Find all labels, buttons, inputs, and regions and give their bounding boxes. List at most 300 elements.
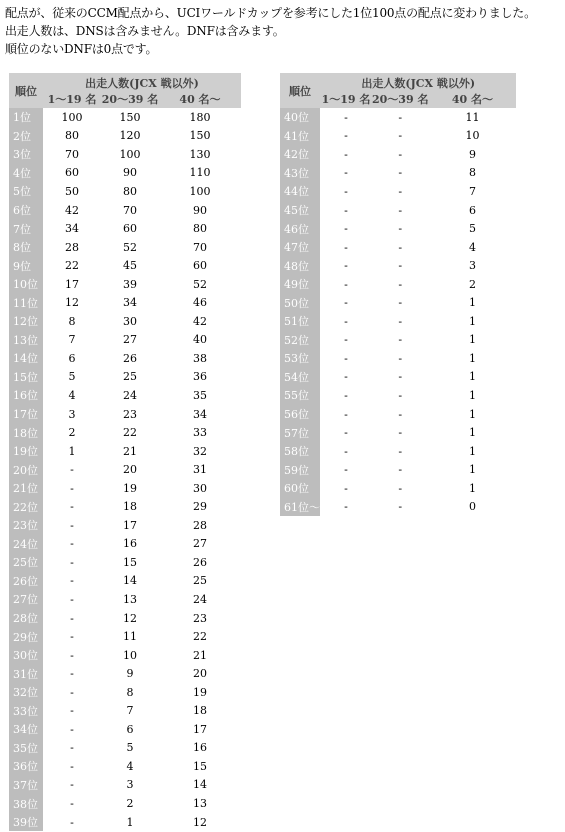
table-row <box>9 739 241 758</box>
points-cell: - <box>398 184 403 198</box>
points-cell: - <box>70 759 74 773</box>
points-cell: - <box>70 592 74 606</box>
rank-cell: 31位 <box>9 664 43 683</box>
points-cell: - <box>398 296 403 310</box>
points-cell: - <box>70 574 74 588</box>
col-header-40plus: 40 名～ <box>159 91 241 108</box>
points-cell: 8 <box>468 166 476 180</box>
table-row <box>280 182 516 201</box>
points-cell: - <box>344 184 348 198</box>
table-row <box>280 460 516 479</box>
table-row <box>280 145 516 164</box>
rank-cell: 18位 <box>9 423 43 442</box>
rank-cell: 2位 <box>9 127 43 146</box>
rank-cell: 20位 <box>9 460 43 479</box>
points-cell: 52 <box>193 277 207 291</box>
points-cell: 14 <box>193 778 207 792</box>
rank-cell: 32位 <box>9 683 43 702</box>
points-cell: - <box>398 147 403 161</box>
table-row <box>280 331 516 350</box>
points-cell: - <box>398 444 403 458</box>
rank-cell: 42位 <box>280 145 320 164</box>
points-cell: - <box>398 388 403 402</box>
points-cell: 19 <box>193 685 207 699</box>
points-cell: 30 <box>193 481 207 495</box>
points-cell: 32 <box>193 444 207 458</box>
points-cell: 17 <box>123 518 137 532</box>
points-cell: - <box>398 110 403 124</box>
points-cell: - <box>398 222 403 236</box>
points-cell: 4 <box>68 388 76 402</box>
rank-cell: 12位 <box>9 312 43 331</box>
points-cell: 33 <box>193 426 207 440</box>
points-cell: 180 <box>189 110 211 124</box>
intro-line-1: 配点が、従来のCCM配点から、UCIワールドカップを参考にした1位100点の配点に変わりました。 <box>5 6 536 20</box>
points-cell: 18 <box>193 704 207 718</box>
points-cell: - <box>398 259 403 273</box>
table-row <box>9 349 241 368</box>
points-cell: 29 <box>193 500 207 514</box>
points-cell: 27 <box>123 333 137 347</box>
table-body <box>280 108 516 516</box>
table-row <box>9 386 241 405</box>
table-row <box>9 238 241 257</box>
table-row <box>280 127 516 146</box>
points-cell: 40 <box>193 333 207 347</box>
points-cell: - <box>398 203 403 217</box>
points-cell: 60 <box>123 222 137 236</box>
points-cell: 19 <box>123 481 137 495</box>
points-cell: 130 <box>189 147 211 161</box>
points-cell: - <box>398 277 403 291</box>
rank-cell: 54位 <box>280 368 320 387</box>
rank-cell: 59位 <box>280 460 320 479</box>
rank-cell: 58位 <box>280 442 320 461</box>
table-row <box>280 312 516 331</box>
points-cell: 70 <box>65 147 79 161</box>
points-cell: 1 <box>468 481 476 495</box>
points-cell: - <box>398 500 403 514</box>
points-cell: - <box>398 426 403 440</box>
rank-cell: 22位 <box>9 497 43 516</box>
points-cell: - <box>398 166 403 180</box>
table-row <box>9 127 241 146</box>
points-cell: 15 <box>123 555 137 569</box>
points-cell: - <box>344 147 348 161</box>
points-cell: 4 <box>126 759 134 773</box>
points-cell: - <box>344 407 348 421</box>
table-row <box>9 405 241 424</box>
points-cell: 26 <box>193 555 207 569</box>
points-cell: 100 <box>189 184 211 198</box>
points-cell: - <box>344 500 348 514</box>
points-cell: 5 <box>468 222 476 236</box>
points-cell: 12 <box>65 296 79 310</box>
points-cell: - <box>70 722 74 736</box>
points-cell: 8 <box>126 685 134 699</box>
points-cell: - <box>344 388 348 402</box>
rank-cell: 45位 <box>280 201 320 220</box>
points-table-right <box>280 73 516 516</box>
points-cell: 17 <box>193 722 207 736</box>
points-cell: - <box>344 259 348 273</box>
points-cell: 16 <box>193 741 207 755</box>
table-row <box>9 145 241 164</box>
rank-cell: 25位 <box>9 553 43 572</box>
points-cell: - <box>398 314 403 328</box>
rank-cell: 30位 <box>9 646 43 665</box>
rank-cell: 9位 <box>9 256 43 275</box>
points-cell: - <box>344 314 348 328</box>
points-cell: 6 <box>126 722 134 736</box>
points-cell: 6 <box>468 203 476 217</box>
points-cell: 80 <box>65 129 79 143</box>
starters-header: 出走人数(JCX 戦以外) <box>43 73 241 91</box>
rank-cell: 10位 <box>9 275 43 294</box>
points-cell: - <box>70 741 74 755</box>
table-row <box>9 275 241 294</box>
points-cell: 26 <box>123 351 137 365</box>
points-cell: 23 <box>123 407 137 421</box>
points-cell: 20 <box>123 463 137 477</box>
table-row <box>9 590 241 609</box>
rank-header: 順位 <box>9 73 43 108</box>
table-row <box>9 256 241 275</box>
table-row <box>9 516 241 535</box>
points-cell: 28 <box>193 518 207 532</box>
points-cell: - <box>344 166 348 180</box>
rank-cell: 52位 <box>280 331 320 350</box>
points-cell: 1 <box>468 388 476 402</box>
points-cell: 30 <box>123 314 137 328</box>
points-cell: 22 <box>123 426 137 440</box>
points-cell: 13 <box>193 797 207 810</box>
points-cell: - <box>70 481 74 495</box>
rank-cell: 60位 <box>280 479 320 498</box>
col-header-1-19: 1～19 名 <box>43 91 101 108</box>
rank-cell: 50位 <box>280 293 320 312</box>
table-row <box>280 405 516 424</box>
rank-cell: 21位 <box>9 479 43 498</box>
table-row <box>9 535 241 554</box>
rank-cell: 29位 <box>9 627 43 646</box>
points-cell: - <box>344 444 348 458</box>
points-cell: 10 <box>465 129 480 143</box>
table-row <box>9 683 241 702</box>
table-row <box>9 720 241 739</box>
points-cell: 7 <box>468 184 476 198</box>
points-cell: 80 <box>123 184 137 198</box>
points-cell: 4 <box>468 240 476 254</box>
points-cell: - <box>70 797 74 810</box>
table-row <box>9 553 241 572</box>
table-row <box>280 219 516 238</box>
points-cell: - <box>398 463 403 477</box>
points-cell: 25 <box>193 574 207 588</box>
points-cell: 3 <box>126 778 134 792</box>
table-row <box>9 108 241 127</box>
points-cell: - <box>344 110 348 124</box>
points-cell: 20 <box>193 667 207 681</box>
points-cell: 2 <box>468 277 476 291</box>
table-row <box>280 256 516 275</box>
points-cell: 1 <box>468 296 476 310</box>
points-cell: 100 <box>119 147 141 161</box>
table-row <box>9 460 241 479</box>
points-cell: 39 <box>123 277 137 291</box>
rank-cell: 6位 <box>9 201 43 220</box>
table-row <box>9 479 241 498</box>
col-header-40plus: 40 名～ <box>428 91 516 108</box>
points-cell: 110 <box>189 166 211 180</box>
points-cell: - <box>344 351 348 365</box>
points-cell: 6 <box>68 351 76 365</box>
rank-cell: 48位 <box>280 256 320 275</box>
points-cell: - <box>344 129 348 143</box>
points-cell: 31 <box>193 463 207 477</box>
rank-cell: 38位 <box>9 794 43 813</box>
points-cell: - <box>70 463 74 477</box>
rank-cell: 15位 <box>9 368 43 387</box>
points-cell: 12 <box>123 611 137 625</box>
table-row <box>9 442 241 461</box>
table-row <box>280 293 516 312</box>
table-row <box>9 497 241 516</box>
intro-line-3: 順位のないDNFは0点です。 <box>5 42 158 56</box>
points-cell: 12 <box>193 815 207 829</box>
rank-cell: 1位 <box>9 108 43 127</box>
table-row <box>9 312 241 331</box>
points-cell: - <box>70 537 74 551</box>
rank-cell: 46位 <box>280 219 320 238</box>
points-cell: - <box>398 407 403 421</box>
rank-cell: 53位 <box>280 349 320 368</box>
points-cell: - <box>344 296 348 310</box>
rank-cell: 55位 <box>280 386 320 405</box>
table-row <box>280 368 516 387</box>
points-cell: - <box>70 815 74 829</box>
points-cell: 34 <box>65 222 79 236</box>
points-cell: 38 <box>193 351 207 365</box>
table-row <box>280 479 516 498</box>
points-cell: 1 <box>468 333 476 347</box>
table-row <box>9 664 241 683</box>
points-cell: - <box>70 704 74 718</box>
points-cell: 9 <box>126 667 134 681</box>
table-row <box>9 182 241 201</box>
table-row <box>280 349 516 368</box>
points-cell: 1 <box>68 444 76 458</box>
points-table-left <box>9 73 241 831</box>
rank-cell: 36位 <box>9 757 43 776</box>
points-cell: - <box>344 277 348 291</box>
table-row <box>9 813 241 832</box>
points-cell: - <box>344 222 348 236</box>
table-row <box>9 164 241 183</box>
points-cell: 15 <box>193 759 207 773</box>
points-cell: 60 <box>65 166 79 180</box>
points-cell: - <box>70 500 74 514</box>
table-row <box>280 164 516 183</box>
points-cell: - <box>344 426 348 440</box>
points-cell: 1 <box>468 407 476 421</box>
points-cell: 11 <box>123 630 137 644</box>
table-row <box>9 331 241 350</box>
points-cell: - <box>70 778 74 792</box>
points-cell: 36 <box>193 370 207 384</box>
points-cell: 22 <box>65 259 79 273</box>
points-cell: - <box>70 685 74 699</box>
rank-cell: 49位 <box>280 275 320 294</box>
table-row <box>9 646 241 665</box>
points-cell: 24 <box>193 592 207 606</box>
table-row <box>9 794 241 813</box>
points-cell: 7 <box>68 333 76 347</box>
rank-cell: 27位 <box>9 590 43 609</box>
points-cell: 35 <box>193 388 207 402</box>
points-cell: - <box>344 240 348 254</box>
table-row <box>280 238 516 257</box>
rank-cell: 56位 <box>280 405 320 424</box>
table-row <box>9 776 241 795</box>
rank-cell: 7位 <box>9 219 43 238</box>
rank-cell: 28位 <box>9 609 43 628</box>
table-row <box>280 423 516 442</box>
points-cell: - <box>344 481 348 495</box>
points-cell: 3 <box>468 259 476 273</box>
points-cell: - <box>70 648 74 662</box>
table-row <box>280 442 516 461</box>
points-cell: - <box>398 129 403 143</box>
intro-text <box>5 4 536 58</box>
rank-cell: 33位 <box>9 702 43 721</box>
rank-cell: 41位 <box>280 127 320 146</box>
points-cell: - <box>398 370 403 384</box>
table-row <box>9 368 241 387</box>
points-cell: 70 <box>123 203 137 217</box>
rank-cell: 40位 <box>280 108 320 127</box>
points-cell: 28 <box>65 240 79 254</box>
points-cell: 1 <box>468 370 476 384</box>
table-row <box>9 609 241 628</box>
points-cell: 22 <box>193 630 207 644</box>
points-cell: 80 <box>193 222 207 236</box>
starters-header: 出走人数(JCX 戦以外) <box>320 73 516 91</box>
points-cell: - <box>344 333 348 347</box>
points-cell: 2 <box>126 797 134 810</box>
points-cell: - <box>398 481 403 495</box>
points-cell: 23 <box>193 611 207 625</box>
rank-cell: 43位 <box>280 164 320 183</box>
rank-cell: 23位 <box>9 516 43 535</box>
points-cell: 45 <box>123 259 137 273</box>
points-cell: 24 <box>123 388 137 402</box>
table-row <box>9 702 241 721</box>
points-cell: 1 <box>468 426 476 440</box>
points-cell: 34 <box>193 407 207 421</box>
table-row <box>280 201 516 220</box>
points-cell: 42 <box>65 203 79 217</box>
rank-cell: 16位 <box>9 386 43 405</box>
rank-cell: 11位 <box>9 293 43 312</box>
points-cell: 14 <box>123 574 137 588</box>
points-cell: 150 <box>119 110 141 124</box>
points-cell: 5 <box>126 741 134 755</box>
points-cell: 18 <box>123 500 137 514</box>
points-cell: 3 <box>68 407 76 421</box>
rank-cell: 61位～ <box>280 497 320 516</box>
points-cell: 42 <box>193 314 207 328</box>
points-cell: 9 <box>468 147 476 161</box>
points-cell: 17 <box>65 277 79 291</box>
rank-cell: 19位 <box>9 442 43 461</box>
points-cell: 90 <box>193 203 207 217</box>
table-row <box>9 757 241 776</box>
table-row <box>280 497 516 516</box>
points-cell: 90 <box>123 166 137 180</box>
table-row <box>9 627 241 646</box>
table-row <box>9 219 241 238</box>
points-cell: 50 <box>65 184 79 198</box>
points-cell: 60 <box>193 259 207 273</box>
col-header-1-19: 1～19 名 <box>321 93 371 106</box>
points-cell: - <box>70 555 74 569</box>
rank-cell: 14位 <box>9 349 43 368</box>
points-cell: 1 <box>468 463 476 477</box>
points-cell: 11 <box>465 110 480 124</box>
points-cell: 13 <box>123 592 137 606</box>
points-cell: 21 <box>193 648 207 662</box>
points-cell: - <box>398 351 403 365</box>
rank-cell: 44位 <box>280 182 320 201</box>
points-cell: 1 <box>468 314 476 328</box>
points-cell: 1 <box>468 444 476 458</box>
table-row <box>280 108 516 127</box>
points-cell: - <box>70 518 74 532</box>
points-cell: 16 <box>123 537 137 551</box>
rank-cell: 51位 <box>280 312 320 331</box>
points-cell: - <box>344 370 348 384</box>
rank-cell: 37位 <box>9 776 43 795</box>
col-header-20-39: 20～39 名 <box>372 93 429 106</box>
points-cell: 0 <box>468 500 476 514</box>
points-cell: 2 <box>68 426 76 440</box>
table-row <box>9 423 241 442</box>
col-header-20-39: 20～39 名 <box>101 93 159 106</box>
rank-cell: 26位 <box>9 572 43 591</box>
rank-cell: 3位 <box>9 145 43 164</box>
rank-header: 順位 <box>280 73 320 108</box>
table-row <box>9 201 241 220</box>
rank-cell: 35位 <box>9 739 43 758</box>
points-cell: - <box>70 611 74 625</box>
points-cell: 8 <box>68 314 76 328</box>
rank-cell: 24位 <box>9 535 43 554</box>
points-cell: 1 <box>468 351 476 365</box>
points-cell: 21 <box>123 444 137 458</box>
points-cell: - <box>398 240 403 254</box>
rank-cell: 39位 <box>9 813 43 832</box>
points-cell: 1 <box>126 815 134 829</box>
rank-cell: 13位 <box>9 331 43 350</box>
points-cell: 52 <box>123 240 137 254</box>
points-cell: - <box>344 463 348 477</box>
points-cell: 10 <box>123 648 137 662</box>
rank-cell: 17位 <box>9 405 43 424</box>
points-cell: 7 <box>126 704 134 718</box>
table-row <box>9 572 241 591</box>
points-cell: - <box>70 667 74 681</box>
